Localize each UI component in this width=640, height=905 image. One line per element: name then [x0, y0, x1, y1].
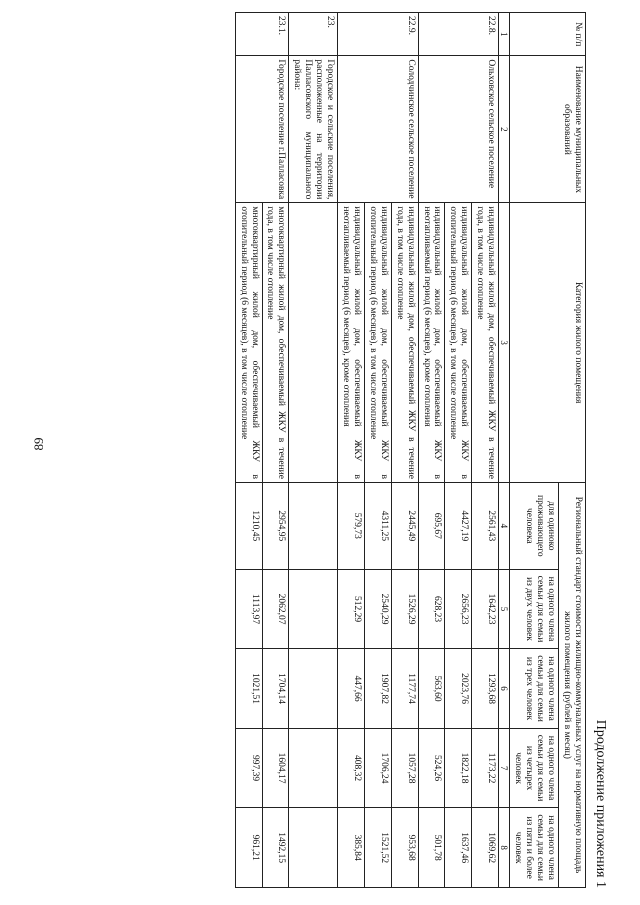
- value-cell: [289, 482, 338, 569]
- value-cell: 1069,62: [472, 808, 499, 888]
- value-cell: 1210,45: [235, 482, 262, 569]
- value-cell: [289, 728, 338, 808]
- table-row: [472, 13, 499, 888]
- value-cell: 1704,14: [262, 649, 289, 729]
- value-cell: 1021,51: [235, 649, 262, 729]
- row-municipality: Ольховское сельское поселение: [418, 56, 499, 203]
- column-index-row: [499, 13, 510, 888]
- value-cell: 1521,52: [364, 808, 391, 888]
- col-index: 1: [499, 13, 510, 56]
- header-single: для одиноко проживающего человека: [510, 482, 559, 569]
- value-cell: 1642,23: [472, 569, 499, 649]
- value-cell: [289, 569, 338, 649]
- rotated-page: [168, 12, 608, 892]
- row-category: индивидуальный жилой дом, обеспечиваемый ЖКУ в отопительный период (6 месяцев), в том числе отопление: [364, 203, 391, 483]
- value-cell: 408,32: [338, 728, 365, 808]
- value-cell: 2062,07: [262, 569, 289, 649]
- header-four: на одного члена семьи для семьи из четырех человек: [510, 728, 559, 808]
- table-row: [391, 13, 418, 888]
- table-row: [262, 13, 289, 888]
- value-cell: 1173,22: [472, 728, 499, 808]
- col-index: 6: [499, 649, 510, 729]
- row-municipality: Городское и сельские поселения, расположенные на территории Палласовского муниципального района:: [289, 56, 338, 203]
- value-cell: 4311,25: [364, 482, 391, 569]
- header-no: № п/п: [510, 13, 586, 56]
- row-category: многоквартирный жилой дом, обеспечиваемый ЖКУ в отопительный период (6 месяцев), в том числе отопление: [235, 203, 262, 483]
- header-municipality: Наименование муниципальных образований: [510, 56, 586, 203]
- value-cell: [289, 808, 338, 888]
- row-no: 23.: [289, 13, 338, 56]
- value-cell: 524,26: [418, 728, 445, 808]
- header-five: на одного члена семьи для семьи из пяти и более человек: [510, 808, 559, 888]
- row-no: 23.1.: [235, 13, 289, 56]
- col-index: 2: [499, 56, 510, 203]
- value-cell: 2540,29: [364, 569, 391, 649]
- value-cell: 501,78: [418, 808, 445, 888]
- value-cell: 2954,95: [262, 482, 289, 569]
- row-category: индивидуальный жилой дом, обеспечиваемый ЖКУ в течение года, в том числе отопление: [391, 203, 418, 483]
- value-cell: 2656,23: [445, 569, 472, 649]
- value-cell: 1604,17: [262, 728, 289, 808]
- value-cell: 512,29: [338, 569, 365, 649]
- col-index: 5: [499, 569, 510, 649]
- value-cell: 628,23: [418, 569, 445, 649]
- value-cell: 997,39: [235, 728, 262, 808]
- value-cell: 1907,82: [364, 649, 391, 729]
- value-cell: 695,67: [418, 482, 445, 569]
- value-cell: 1492,15: [262, 808, 289, 888]
- col-index: 8: [499, 808, 510, 888]
- value-cell: 1057,28: [391, 728, 418, 808]
- header-row-1: [559, 13, 586, 888]
- col-index: 3: [499, 203, 510, 483]
- row-municipality: Солодчинское сельское поселение: [338, 56, 419, 203]
- col-index: 4: [499, 482, 510, 569]
- value-cell: 1177,74: [391, 649, 418, 729]
- col-index: 7: [499, 728, 510, 808]
- value-cell: 1706,24: [364, 728, 391, 808]
- value-cell: [289, 649, 338, 729]
- value-cell: 563,60: [418, 649, 445, 729]
- value-cell: 579,73: [338, 482, 365, 569]
- value-cell: 953,68: [391, 808, 418, 888]
- value-cell: 2561,43: [472, 482, 499, 569]
- value-cell: 385,84: [338, 808, 365, 888]
- row-category: индивидуальный жилой дом, обеспечиваемый ЖКУ в течение года, в том числе отопление: [472, 203, 499, 483]
- row-no: 22.8.: [418, 13, 499, 56]
- row-category: [289, 203, 338, 483]
- value-cell: 4427,19: [445, 482, 472, 569]
- value-cell: 1526,29: [391, 569, 418, 649]
- value-cell: 1293,68: [472, 649, 499, 729]
- row-category: многоквартирный жилой дом, обеспечиваемый ЖКУ в течение года, в том числе отопление: [262, 203, 289, 483]
- header-standard-group: Региональный стандарт стоимости жилищно-коммунальных услуг на нормативную площадь жилого помещения (рублей в месяц): [559, 482, 586, 887]
- continuation-title: Продолжение приложения 1: [593, 719, 608, 888]
- value-cell: 1637,46: [445, 808, 472, 888]
- value-cell: 1822,18: [445, 728, 472, 808]
- header-category: Категория жилого помещения: [510, 203, 586, 483]
- header-two: на одного члена семьи для семьи из двух человек: [510, 569, 559, 649]
- row-municipality: Городское поселение г.Палласовка: [235, 56, 289, 203]
- table-row: [289, 13, 338, 888]
- value-cell: 961,21: [235, 808, 262, 888]
- value-cell: 1113,97: [235, 569, 262, 649]
- value-cell: 2023,76: [445, 649, 472, 729]
- value-cell: 447,66: [338, 649, 365, 729]
- row-category: индивидуальный жилой дом, обеспечиваемый ЖКУ в неотапливаемый период (6 месяцев), кроме отопления: [418, 203, 445, 483]
- row-no: 22.9.: [338, 13, 419, 56]
- row-category: индивидуальный жилой дом, обеспечиваемый ЖКУ в отопительный период (6 месяцев), в том числе отопление: [445, 203, 472, 483]
- cost-standard-table: [235, 12, 586, 888]
- value-cell: 2445,49: [391, 482, 418, 569]
- row-category: индивидуальный жилой дом, обеспечиваемый ЖКУ в неотапливаемый период (6 месяцев), кроме отопления: [338, 203, 365, 483]
- page-number: 89: [31, 437, 46, 451]
- header-three: на одного члена семьи для семьи из трех человек: [510, 649, 559, 729]
